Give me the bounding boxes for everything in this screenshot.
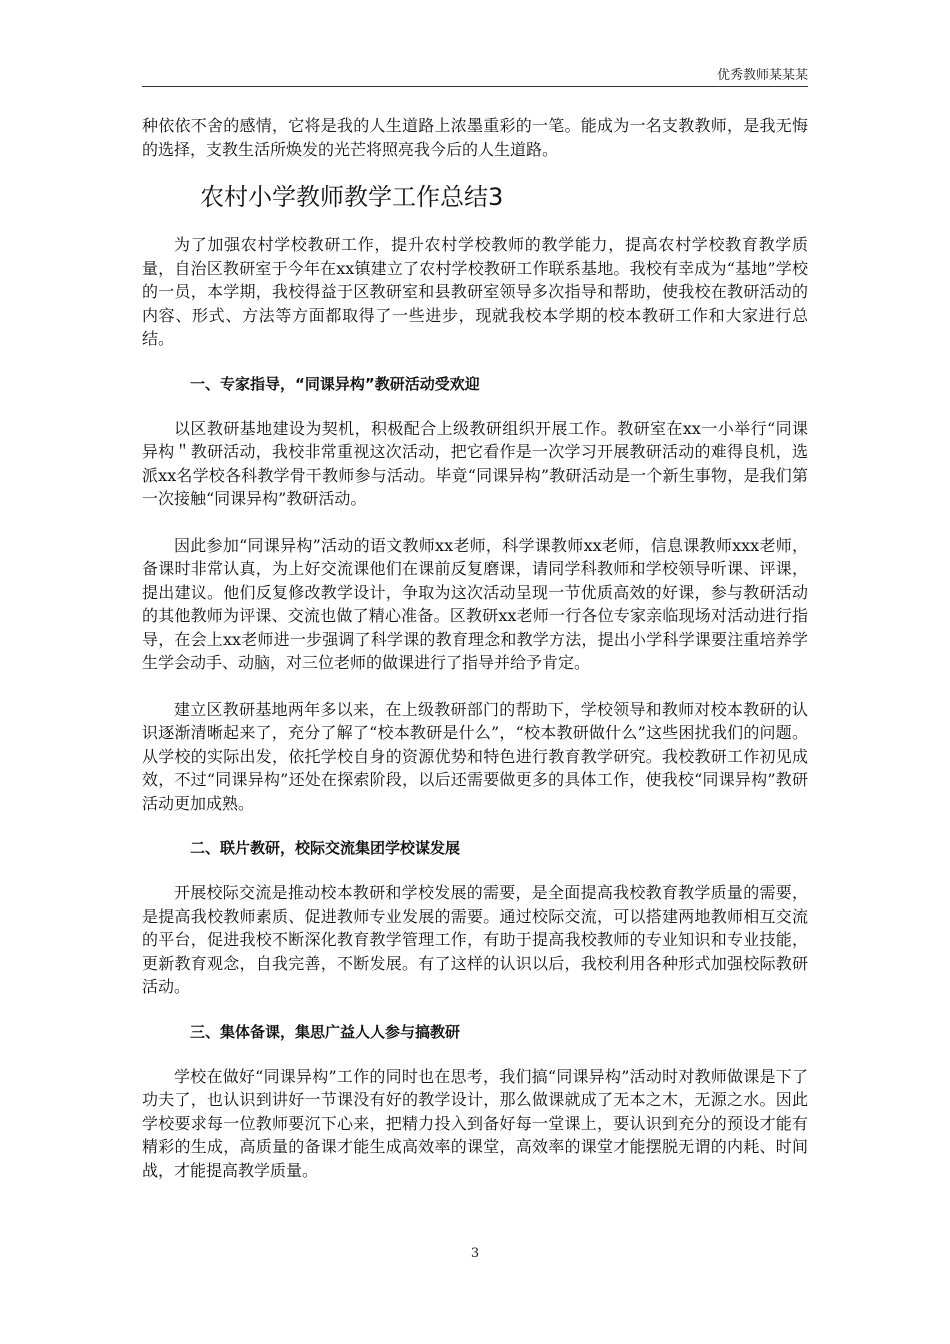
page-number: 3 [470,1246,480,1261]
paragraph-4: 建立区教研基地两年多以来，在上级教研部门的帮助下，学校领导和教师对校本教研的认识逐渐清晰起来了，充分了解了“校本教研是什么”，“校本教研做什么”这些困扰我们的问题。从学校的实际出发，依托学校自身的资源优势和特色进行教育教学研究。我校教研工作初见成效，不过“同课异构”还处在探索阶段，以后还需要做更多的具体工作，使我校“同课异构”教研活动更加成熟。 [142,699,808,813]
paragraph-6: 学校在做好“同课异构”工作的同时也在思考，我们搞“同课异构”活动时对教师做课是下了功夫了，也认识到讲好一节课没有好的教学设计，那么做课就成了无本之木，无源之水。因此学校要求每一位教师要沉下心来，把精力投入到备好每一堂课上，要认识到充分的预设才能有精彩的生成，高质量的备课才能生成高效率的课堂，高效率的课堂才能摆脱无谓的内耗、时间战，才能提高教学质量。 [142,1066,808,1180]
document-body [142,114,808,1182]
running-header: 优秀教师某某某 [716,68,808,83]
paragraph-3: 因此参加“同课异构”活动的语文教师xx老师，科学课教师xx老师，信息课教师xxx老师，备课时非常认真，为上好交流课他们在课前反复磨课，请同学科教师和学校领导听课、评课，提出建议。他们反复修改教学设计，争取为这次活动呈现一节优质高效的好课，参与教研活动的其他教师为评课、交流也做了精心准备。区教研xx老师一行各位专家亲临现场对活动进行指导，在会上xx老师进一步强调了科学课的教育理念和教学方法，提出小学科学课要注重培养学生学会动手、动脑，对三位老师的做课进行了指导并给予肯定。 [142,535,808,672]
section-title: 农村小学教师教学工作总结3 [200,183,504,211]
continued-paragraph: 种依依不舍的感情，它将是我的人生道路上浓墨重彩的一笔。能成为一名支教教师，是我无悔的选择，支教生活所焕发的光芒将照亮我今后的人生道路。 [142,116,808,159]
paragraph-2: 以区教研基地建设为契机，积极配合上级教研组织开展工作。教研室在xx一小举行“同课异构＂教研活动，我校非常重视这次活动，把它看作是一次学习开展教研活动的难得良机，选派xx名学校各科教学骨干教师参与活动。毕竟“同课异构”教研活动是一个新生事物，是我们第一次接触“同课异构”教研活动。 [142,418,808,508]
heading-3: 三、集体备课，集思广益人人参与搞教研 [190,1022,461,1041]
heading-1: 一、专家指导，“同课异构”教研活动受欢迎 [190,374,480,393]
paragraph-5: 开展校际交流是推动校本教研和学校发展的需要，是全面提高我校教育教学质量的需要，是提高我校教师素质、促进教师专业发展的需要。通过校际交流，可以搭建两地教师相互交流的平台，促进我校不断深化教育教学管理工作，有助于提高我校教师的专业知识和专业技能，更新教育观念，自我完善，不断发展。有了这样的认识以后，我校利用各种形式加强校际教研活动。 [142,883,808,996]
header-divider [142,86,808,87]
paragraph-1: 为了加强农村学校教研工作，提升农村学校教师的教学能力，提高农村学校教育教学质量，自治区教研室于今年在xx镇建立了农村学校教研工作联系基地。我校有幸成为“基地”学校的一员，本学期，我校得益于区教研室和县教研室领导多次指导和帮助，使我校在教研活动的内容、形式、方法等方面都取得了一些进步，现就我校本学期的校本教研工作和大家进行总结。 [142,235,808,348]
heading-2: 二、联片教研，校际交流集团学校谋发展 [190,839,461,857]
